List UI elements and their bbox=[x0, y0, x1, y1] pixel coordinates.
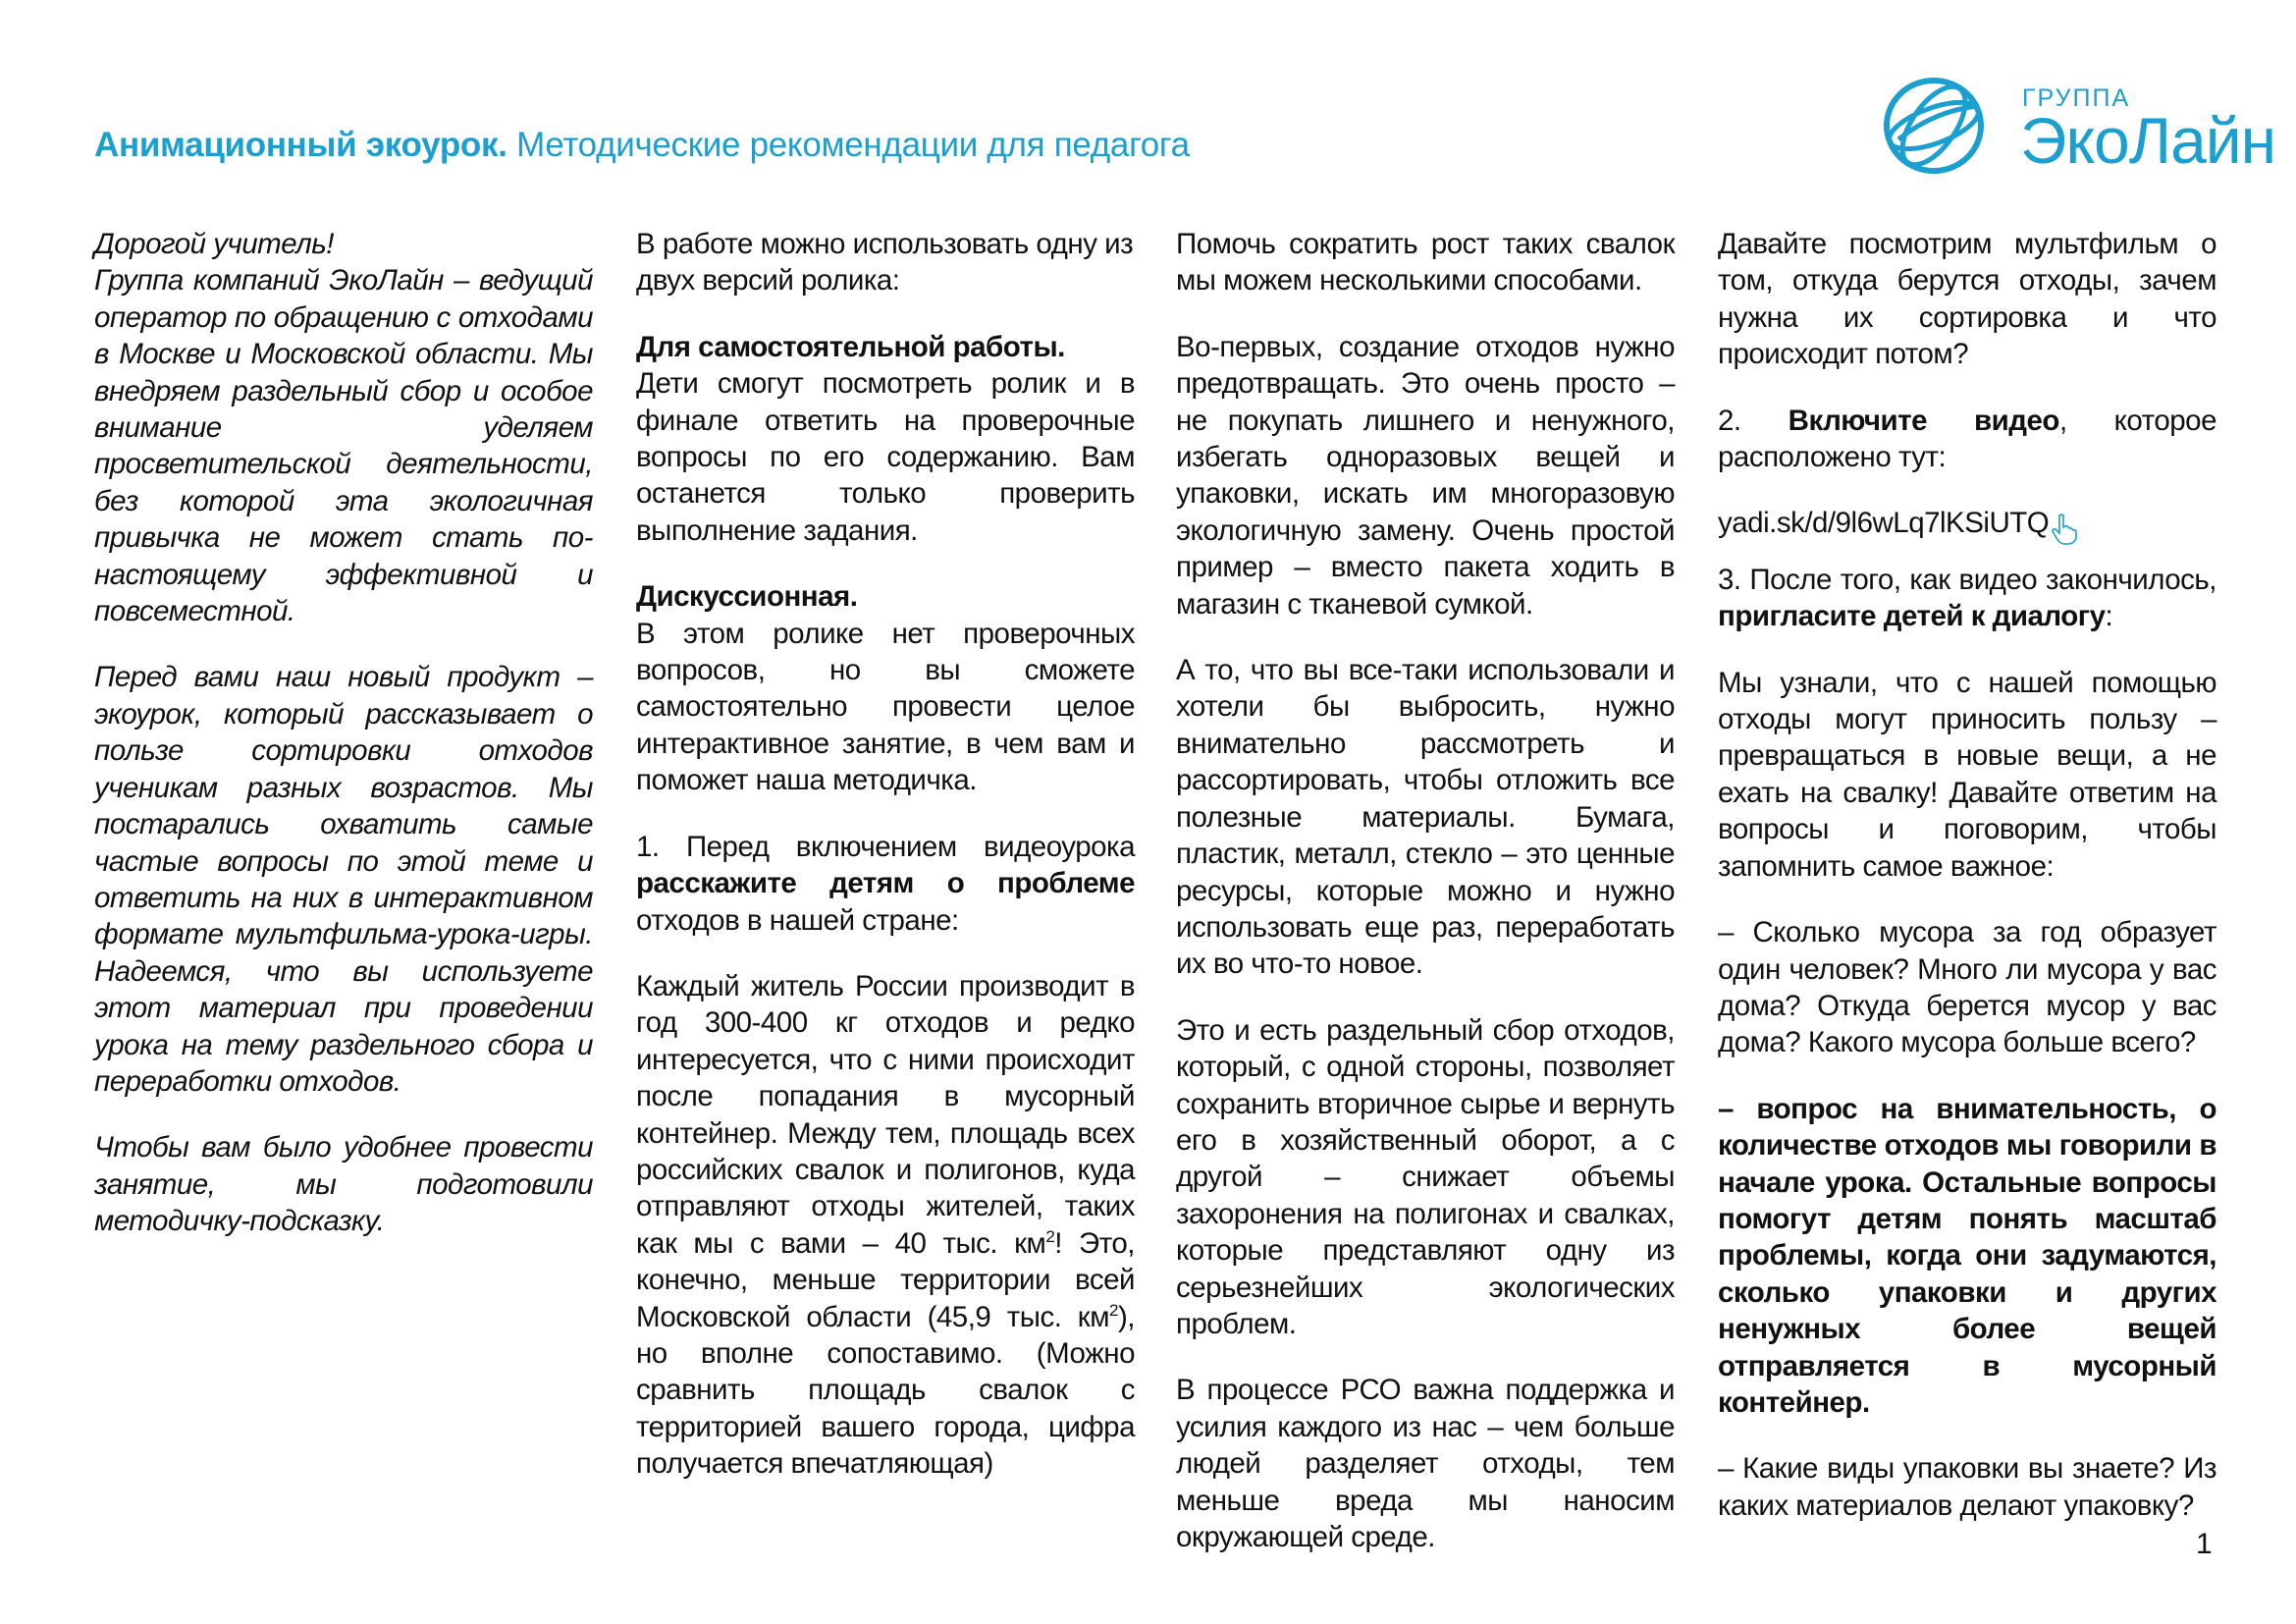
step-1-text: 1. Перед включением видеоурока bbox=[636, 830, 1135, 863]
video-link[interactable]: yadi.sk/d/9l6wLq7lKSiUTQ bbox=[1718, 507, 2050, 540]
facts-paragraph bbox=[636, 968, 1135, 1483]
col3-paragraph-3: А то, что вы все-таки использовали и хотели бы выбросить, нужно внимательно рассмотреть и рассортировать, чтобы отложить все полезные материалы. Бумага, пластик, металл, стекло – это ценные ресурсы, которые можно и нужно использовать еще раз, переработать их во что-то новое. bbox=[1176, 654, 1675, 981]
col3-paragraph-1: Помочь сократить рост таких свалок мы можем несколькими способами. bbox=[1176, 228, 1675, 298]
facts-b: ! Это, конечно, меньше территории всей Московской области (45,9 тыс. км bbox=[636, 1226, 1135, 1333]
question-1: – Сколько мусора за год образует один человек? Много ли мусора у вас дома? Откуда берется мусор у вас дома? Какого мусора больше всего? bbox=[1718, 916, 2216, 1059]
hand-pointer-icon bbox=[2051, 513, 2080, 555]
facts-a: Каждый житель России производит в год 300-400 кг отходов и редко интересуется, что с ними происходит после попадания в мусорный контейнер. Между тем, площадь всех российских свалок и полигонов, куда отправляют отходы жителей, таких как мы с вами – 40 тыс. км bbox=[636, 969, 1135, 1260]
page-number: 1 bbox=[2196, 1528, 2213, 1560]
facts-c: ), но вполне сопоставимо. (Можно сравнить площадь свалок с территорией вашего города, цифра получается впечатляющая) bbox=[636, 1300, 1135, 1481]
col3-paragraph-5: В процессе РСО важна поддержка и усилия каждого из нас – чем больше людей разделяет отходы, тем меньше вреда мы наносим окружающей среде. bbox=[1176, 1374, 1675, 1553]
intro-paragraph: Группа компаний ЭкоЛайн – ведущий оператор по обращению с отходами в Москве и Московской области. Мы внедряем раздельный сбор и особое внимание уделяем просветительской деятельности, без которой эта экологичная привычка не может стать по-настоящему эффективной и повсеместной. bbox=[94, 264, 593, 628]
superscript-2: 2 bbox=[1109, 1300, 1118, 1320]
step-1 bbox=[636, 829, 1135, 939]
version-1-text: Дети смогут посмотреть ролик и в финале ответить на проверочные вопросы по его содержанию. Вам останется только проверить выполнение задания. bbox=[636, 367, 1135, 547]
col3-paragraph-2: Во-первых, создание отходов нужно предотвращать. Это очень просто – не покупать лишнего и ненужного, избегать одноразовых вещей и упаковки, искать им многоразовую экологичную замену. Очень простой пример – вместо пакета ходить в магазин с тканевой сумкой. bbox=[1176, 330, 1675, 621]
title-bold: Анимационный экоурок. bbox=[94, 126, 507, 164]
step-1-end: отходов в нашей стране: bbox=[636, 903, 959, 937]
step-3-text: 3. После того, как видео закончилось, bbox=[1718, 563, 2216, 596]
title-rest: Методические рекомендации для педагога bbox=[507, 126, 1190, 164]
version-2-title: Дискуссионная. bbox=[636, 580, 858, 614]
question-1-note: – вопрос на внимательность, о количестве отходов мы говорили в начале урока. Остальные вопросы помогут детям понять масштаб проблемы, когда они задумаются, сколько упаковки и других ненужных более вещей отправляется в мусорный контейнер. bbox=[1718, 1092, 2216, 1419]
version-2-text: В этом ролике нет проверочных вопросов, но вы сможете самостоятельно провести целое интерактивное занятие, в чем вам и поможет наша методичка. bbox=[636, 617, 1135, 797]
greeting: Дорогой учитель! bbox=[94, 228, 334, 260]
step-3 bbox=[1718, 562, 2216, 635]
hint-paragraph: Чтобы вам было удобнее провести занятие, мы подготовили методичку-подсказку. bbox=[94, 1131, 593, 1238]
ecoline-logo bbox=[1877, 71, 2276, 179]
logo-group-text: ГРУППА bbox=[2022, 84, 2131, 112]
column-1 bbox=[94, 226, 593, 1270]
step-3-bold: пригласите детей к диалогу bbox=[1718, 600, 2106, 633]
step-3-end: : bbox=[2105, 600, 2113, 633]
question-2: – Какие виды упаковки вы знаете? Из каких материалов делают упаковку? bbox=[1718, 1452, 2216, 1522]
step-2-num: 2. bbox=[1718, 404, 1789, 437]
step-2-bold: Включите видео bbox=[1788, 404, 2059, 437]
step-2-end: , которое расположено тут: bbox=[1718, 404, 2216, 474]
version-1-title: Для самостоятельной работы. bbox=[636, 330, 1065, 363]
step-1-bold: расскажите детям о проблеме bbox=[636, 867, 1135, 900]
col4-paragraph-1: Давайте посмотрим мультфильм о том, откуда берутся отходы, зачем нужна их сортировка и что происходит потом? bbox=[1718, 228, 2216, 371]
page-title bbox=[94, 126, 1190, 165]
logo-name-text: ЭкоЛайн bbox=[2020, 104, 2276, 177]
column-3 bbox=[1176, 226, 1675, 1585]
versions-intro: В работе можно использовать одну из двух версий ролика: bbox=[636, 228, 1134, 298]
column-2 bbox=[636, 226, 1135, 1512]
product-paragraph: Перед вами наш новый продукт – экоурок, который рассказывает о пользе сортировки отходов ученикам разных возрастов. Мы постарались охватить самые частые вопросы по этой теме и ответить на них в интерактивном формате мультфильма-урока-игры. Надеемся, что вы используете этот материал при проведении урока на тему раздельного сбора и переработки отходов. bbox=[94, 661, 593, 1098]
col3-paragraph-4: Это и есть раздельный сбор отходов, который, с одной стороны, позволяет сохранить вторичное сырье и вернуть его в хозяйственный оборот, а с другой – снижает объемы захоронения на полигонах и свалках, которые представляют одну из серьезнейших экологических проблем. bbox=[1176, 1013, 1675, 1340]
column-4 bbox=[1718, 226, 2216, 1553]
logo-globe-icon bbox=[1877, 71, 2014, 179]
col4-paragraph-2: Мы узнали, что с нашей помощью отходы могут приносить пользу – превращаться в новые вещи, а не ехать на свалку! Давайте ответим на вопросы и поговорим, чтобы запомнить самое важное: bbox=[1718, 666, 2216, 883]
step-2 bbox=[1718, 403, 2216, 476]
superscript-1: 2 bbox=[1045, 1226, 1055, 1246]
